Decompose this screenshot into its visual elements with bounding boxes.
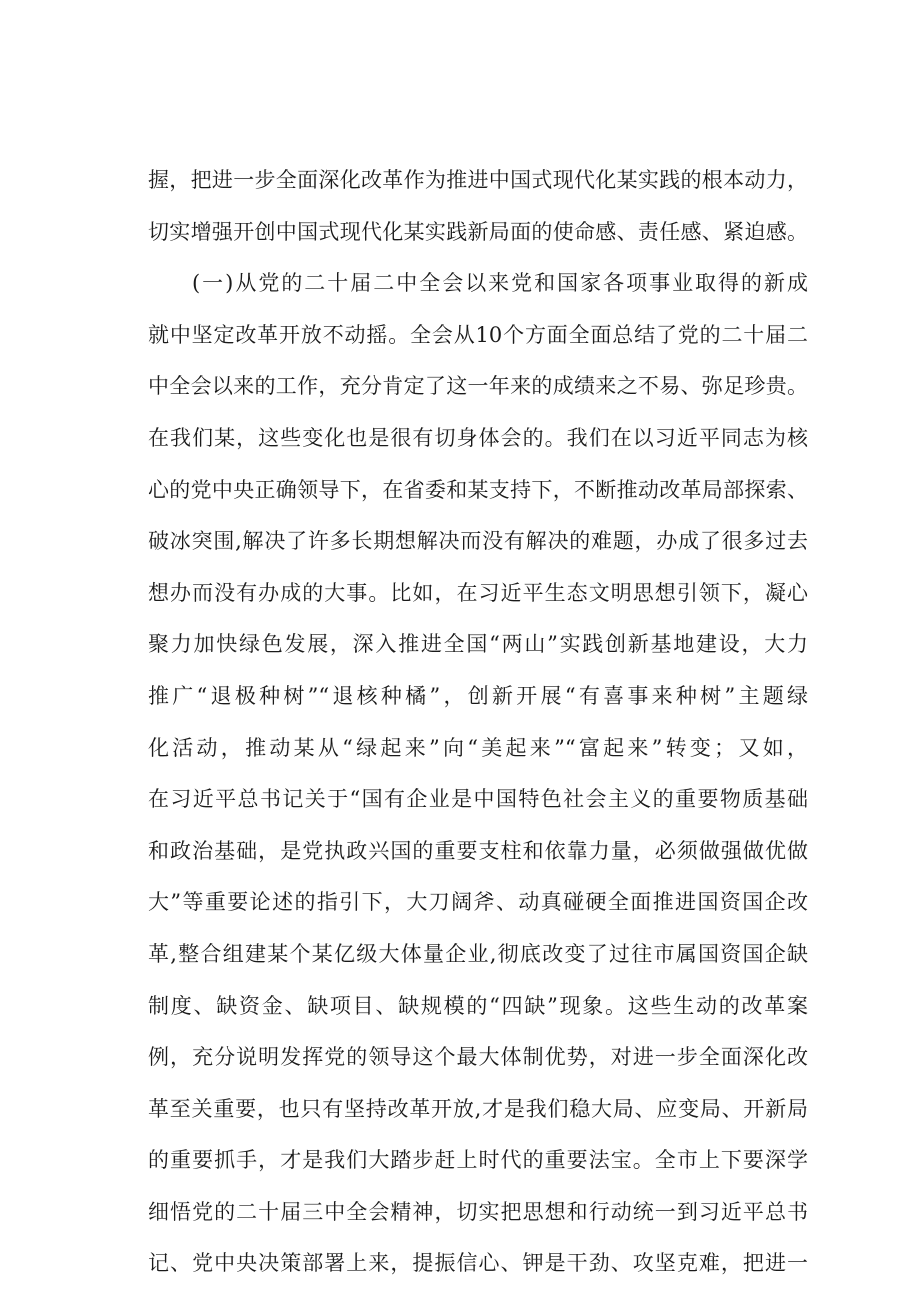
text-line: 想办而没有办成的大事。比如，在习近平生态文明思想引领下，凝心 [148,580,808,605]
text-line: 切实增强开创中国式现代化某实践新局面的使命感、责任感、紧迫感。 [148,219,808,244]
body-text [148,155,808,1290]
text-line: 记、党中央决策部署上来，提振信心、钾是干劲、攻坚克难，把进一 [148,1251,808,1276]
text-line: 大”等重要论述的指引下，大刀阔斧、动真碰硬全面推进国资国企改 [148,890,808,915]
text-line: 制度、缺资金、缺项目、缺规模的“四缺”现象。这些生动的改革案 [148,993,808,1018]
text-line: 例，充分说明发挥党的领导这个最大体制优势，对进一步全面深化改 [148,1045,808,1070]
text-line: 革,整合组建某个某亿级大体量企业,彻底改变了过往市属国资国企缺 [148,941,808,966]
text-line: 推广“退极种树”“退核种橘”，创新开展“有喜事来种树”主题绿 [148,683,808,708]
text-line: 中全会以来的工作，充分肯定了这一年来的成绩来之不易、弥足珍贵。 [148,374,808,399]
text-line: 握，把进一步全面深化改革作为推进中国式现代化某实践的根本动力， [148,168,808,192]
text-line: 革至关重要，也只有坚持改革开放,才是我们稳大局、应变局、开新局 [148,1096,808,1121]
text-line: 和政治基础，是党执政兴国的重要支柱和依靠力量，必须做强做优做 [148,838,808,863]
text-line: 化活动，推动某从“绿起来”向“美起来”“富起来”转变；又如， [148,735,808,760]
text-line: 就中坚定改革开放不动摇。全会从10个方面全面总结了党的二十届二 [148,322,808,347]
text-line: 在我们某，这些变化也是很有切身体会的。我们在以习近平同志为核 [148,425,808,450]
section-heading-line: (一)从党的二十届二中全会以来党和国家各项事业取得的新成 [192,271,808,296]
text-line: 细悟党的二十届三中全会精神，切实把思想和行动统一到习近平总书 [148,1199,808,1224]
text-line: 心的党中央正确领导下，在省委和某支持下，不断推动改革局部探索、 [148,477,808,502]
text-line: 破冰突围,解决了许多长期想解决而没有解决的难题，办成了很多过去 [148,529,808,554]
text-line: 在习近平总书记关于“国有企业是中国特色社会主义的重要物质基础 [148,787,808,812]
text-line: 的重要抓手，才是我们大踏步赶上时代的重要法宝。全市上下要深学 [148,1148,808,1173]
text-line: 聚力加快绿色发展，深入推进全国“两山”实践创新基地建设，大力 [148,632,808,657]
